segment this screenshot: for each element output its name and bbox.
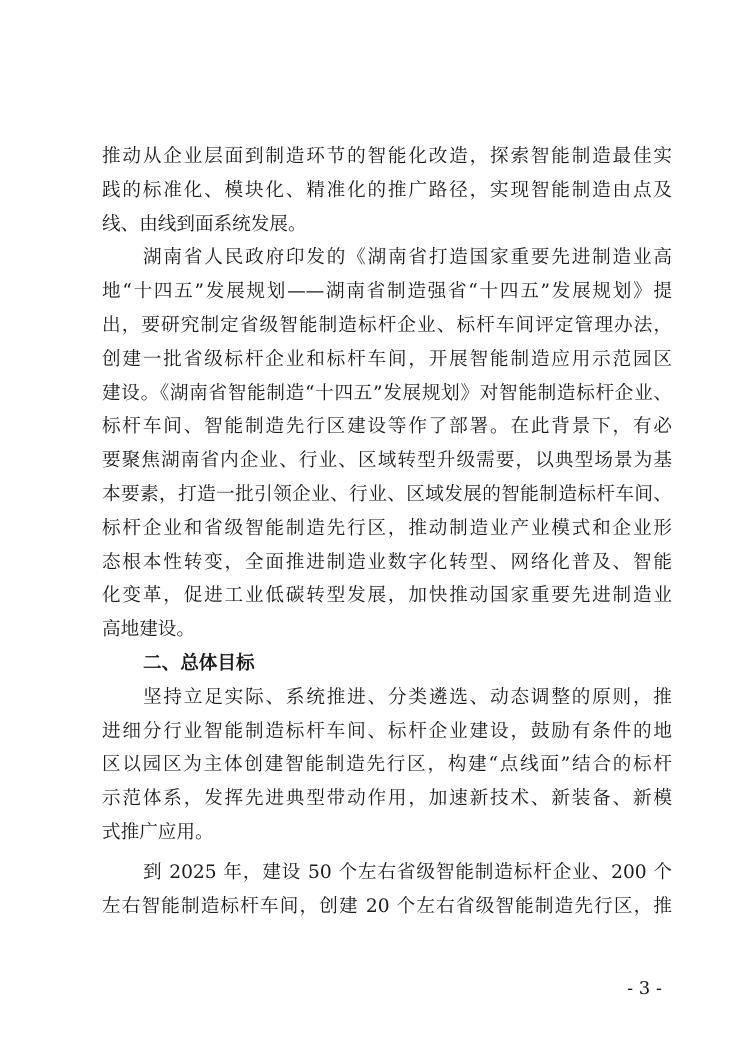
paragraph-line: 坚持立足实际、系统推进、分类遴选、动态调整的原则，推 [143, 686, 672, 708]
paragraph-line: 湖南省人民政府印发的《湖南省打造国家重要先进制造业高 [143, 247, 672, 269]
paragraph-line: 出，要研究制定省级智能制造标杆企业、标杆车间评定管理办法， [102, 315, 672, 336]
paragraph-line: 线、由线到面系统发展。 [102, 213, 307, 235]
paragraph-line: 本要素，打造一批引领企业、行业、区域发展的智能制造标杆车间、 [102, 484, 672, 505]
section-heading: 二、总体目标 [143, 653, 255, 674]
paragraph-line: 进细分行业智能制造标杆车间、标杆企业建设，鼓励有条件的地 [102, 720, 672, 742]
paragraph-line: 地“十四五”发展规划——湖南省制造强省“十四五”发展规划》提 [102, 281, 672, 303]
paragraph-line: 高地建设。 [102, 619, 195, 641]
page-number: - 3 - [626, 978, 662, 999]
paragraph-line: 左右智能制造标杆车间，创建 20 个左右省级智能制造先行区，推 [102, 895, 672, 917]
paragraph-line: 示范体系，发挥先进典型带动作用，加速新技术、新装备、新模 [102, 788, 672, 810]
paragraph-line: 态根本性转变，全面推进制造业数字化转型、网络化普及、智能 [102, 551, 672, 573]
paragraph-line: 标杆车间、智能制造先行区建设等作了部署。在此背景下，有必 [102, 416, 672, 438]
paragraph-line: 标杆企业和省级智能制造先行区，推动制造业产业模式和企业形 [102, 517, 672, 539]
paragraph-line: 推动从企业层面到制造环节的智能化改造，探索智能制造最佳实 [102, 146, 672, 167]
paragraph-line: 区以园区为主体创建智能制造先行区，构建“点线面”结合的标杆 [102, 754, 672, 776]
paragraph-line: 要聚焦湖南省内企业、行业、区域转型升级需要，以典型场景为基 [102, 450, 672, 472]
paragraph-line: 创建一批省级标杆企业和标杆车间，开展智能制造应用示范园区 [102, 348, 672, 370]
paragraph-line: 式推广应用。 [102, 822, 214, 843]
paragraph-line: 建设。《湖南省智能制造“十四五”发展规划》对智能制造标杆企业、 [102, 382, 672, 404]
paragraph-line: 践的标准化、模块化、精准化的推广路径，实现智能制造由点及 [102, 179, 672, 201]
paragraph-line: 到 2025 年，建设 50 个左右省级智能制造标杆企业、200 个 [143, 861, 672, 883]
paragraph-line: 化变革，促进工业低碳转型发展，加快推动国家重要先进制造业 [102, 585, 672, 607]
